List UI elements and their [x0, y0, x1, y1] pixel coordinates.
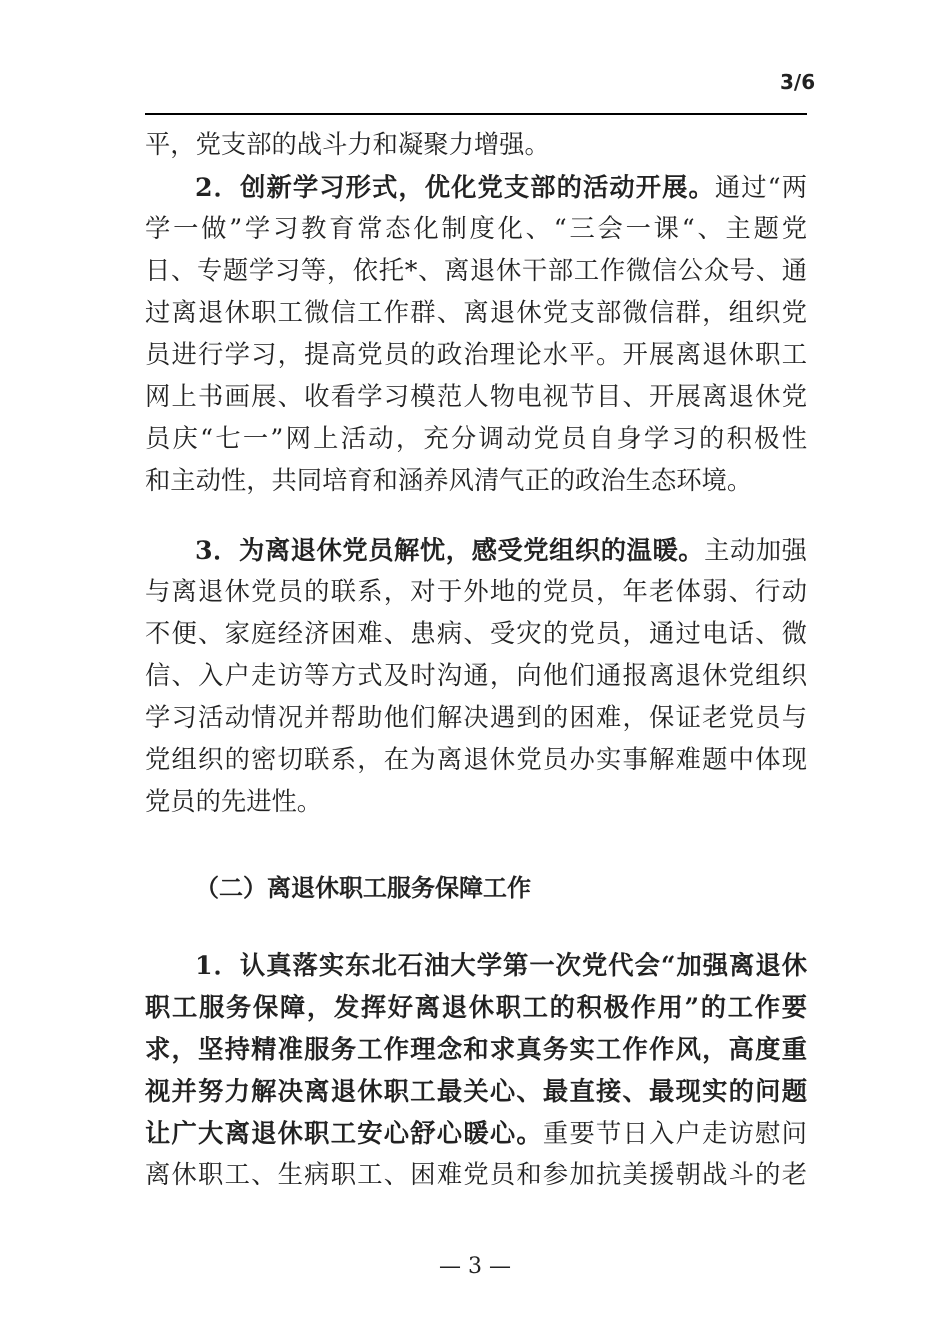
text-line: 党员的先进性。	[145, 787, 323, 816]
text-line: 学习活动情况并帮助他们解决遇到的困难，保证老党员与	[145, 703, 807, 732]
text-line: 员进行学习，提高党员的政治理论水平。开展离退休职工	[145, 340, 807, 369]
text-line: 员庆“七一”网上活动，充分调动党员自身学习的积极性	[145, 424, 807, 453]
text-line: 职工服务保障，发挥好离退休职工的积极作用”的工作要	[145, 992, 807, 1022]
text-line: 学一做”学习教育常态化制度化、“三会一课“、主题党	[145, 214, 807, 243]
text-line: 和主动性，共同培育和涵养风清气正的政治生态环境。	[145, 466, 753, 495]
text-line: 1．认真落实东北石油大学第一次党代会“加强离退休	[195, 950, 807, 980]
text-line: 网上书画展、收看学习模范人物电视节目、开展离退休党	[145, 382, 807, 411]
text-line: 信、入户走访等方式及时沟通，向他们通报离退休党组织	[145, 661, 807, 690]
paragraph-lead: 3．为离退休党员解忧，感受党组织的温暖。	[195, 535, 705, 565]
page-indicator: 3/6	[780, 70, 816, 94]
text-line: 与离退休党员的联系，对于外地的党员，年老体弱、行动	[145, 577, 807, 606]
section-heading: （二）离退休职工服务保障工作	[195, 873, 531, 902]
text-line: 让广大离退休职工安心舒心暖心。重要节日入户走访慰问	[145, 1118, 807, 1148]
page-footer-number: — 3 —	[439, 1254, 511, 1279]
text-line: 离休职工、生病职工、困难党员和参加抗美援朝战斗的老	[145, 1160, 807, 1189]
text-line: 2．创新学习形式，优化党支部的活动开展。通过“两	[195, 172, 807, 202]
text-line: 3．为离退休党员解忧，感受党组织的温暖。主动加强	[195, 535, 807, 565]
text-line: 日、专题学习等，依托*、离退休干部工作微信公众号、通	[145, 256, 807, 285]
text-line: 平，党支部的战斗力和凝聚力增强。	[145, 130, 550, 159]
text-line: 过离退休职工微信工作群、离退休党支部微信群，组织党	[145, 298, 807, 327]
text-line: 不便、家庭经济困难、患病、受灾的党员，通过电话、微	[145, 619, 807, 648]
paragraph-lead: 2．创新学习形式，优化党支部的活动开展。	[195, 172, 715, 202]
text-line: 求，坚持精准服务工作理念和求真务实工作作风，高度重	[145, 1034, 807, 1064]
text-line: 党组织的密切联系，在为离退休党员办实事解难题中体现	[145, 745, 807, 774]
text-line: 视并努力解决离退休职工最关心、最直接、最现实的问题	[145, 1076, 807, 1106]
header-rule	[145, 113, 807, 115]
